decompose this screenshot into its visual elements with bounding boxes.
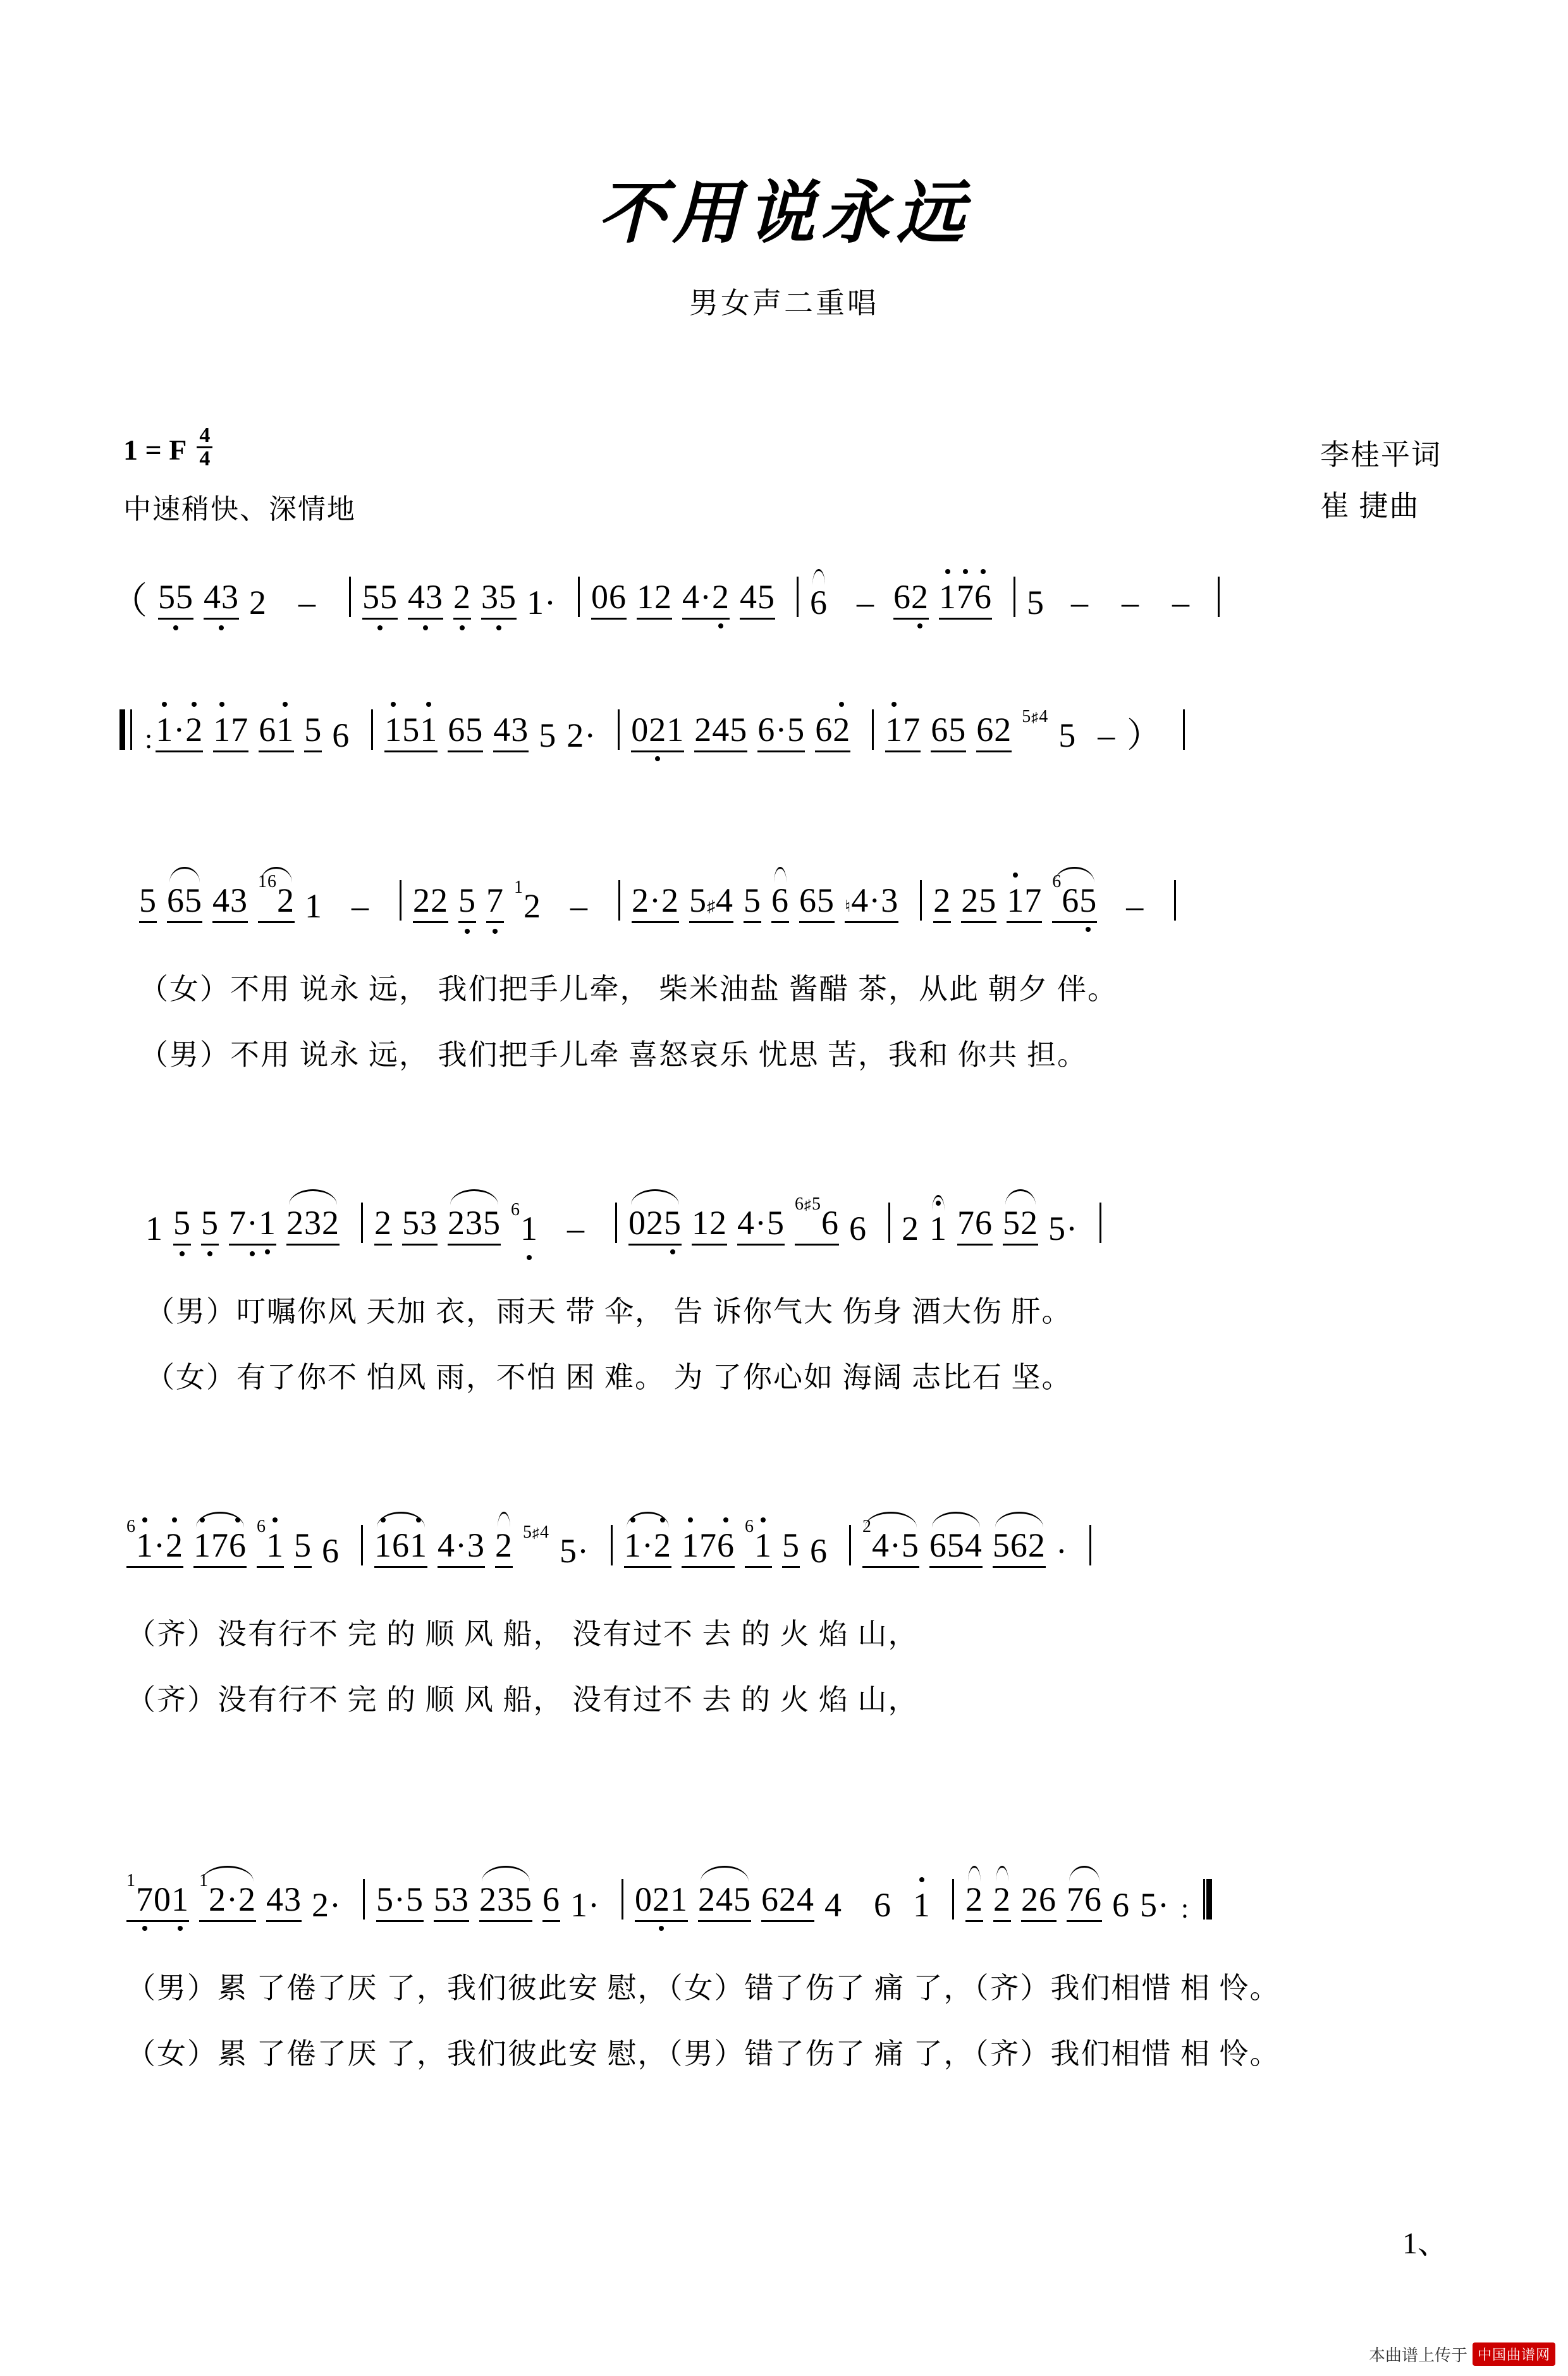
repeat-dots-icon: : (145, 723, 154, 754)
lyricist: 李桂平词 (1320, 439, 1442, 471)
time-signature-numerator: 4 (197, 425, 212, 448)
credits-block (1320, 430, 1442, 532)
system-4-notation: 1 5 5 7·1 232 2 53 235 $^6$1 – 025 12 4·5 $^{6♯5}$6 6 2 1 76 52 5· (145, 1176, 1486, 1246)
system-5-lyric-line-1: （齐）没有行不 完 的 顺 风 船， 没有过不 去 的 火 焰 山， (126, 1618, 919, 1650)
system-1-notation: （ 55 43 2 – 55 43 2 35 1· 06 12 4·2 45 6 – 62 176 5 – – – (111, 550, 1451, 620)
composer: 崔 捷曲 (1320, 489, 1420, 522)
page-title: 不用说永远 (597, 176, 971, 252)
key-signature: 1 = F (123, 434, 187, 466)
system-4-lyric-line-2: （女）有了你不 怕风 雨，不怕 困 难。 为 了你心如 海阔 志比石 坚。 (145, 1361, 1072, 1393)
system-3-lyric-line-1: （女）不用 说永 远， 我们把手儿牵， 柴米油盐 酱醋 茶，从此 朝夕 伴。 (139, 973, 1118, 1005)
key-signature-line (123, 424, 356, 474)
tempo-marking: 中速稍快、深情地 (123, 493, 356, 525)
system-6 (126, 1852, 1467, 2082)
site-credit (1369, 2342, 1555, 2366)
time-signature (197, 425, 212, 470)
page-number: 1、 (1402, 2227, 1448, 2260)
system-6-notation: $^1$701 $^1$2·2 43 2· 5·5 53 235 6 1· 021 245 624 4 6 1 2 2 26 76 6 5· : (126, 1852, 1467, 1922)
system-5-lyric-line-2: （齐）没有行不 完 的 顺 风 船， 没有过不 去 的 火 焰 山， (126, 1683, 919, 1716)
system-5 (126, 1498, 1467, 1728)
sheet-music-page (0, 158, 1568, 2376)
system-3-lyric-line-2: （男）不用 说永 远， 我们把手儿牵 喜怒哀乐 忧思 苦，我和 你共 担。 (139, 1038, 1087, 1071)
system-4-lyric-line-1: （男）叮嘱你风 天加 衣，雨天 带 伞， 告 诉你气大 伤身 酒大伤 肝。 (145, 1295, 1072, 1328)
site-credit-text: 本曲谱上传于 (1368, 2346, 1467, 2365)
system-6-lyric-line-1: （男）累 了倦了厌 了，我们彼此安 慰，（女）错了伤了 痛 了，（齐）我们相惜 相 怜。 (126, 1972, 1280, 2004)
system-6-lyric-line-2: （女）累 了倦了厌 了，我们彼此安 慰，（男）错了伤了 痛 了，（齐）我们相惜 相 怜。 (126, 2037, 1280, 2070)
system-3 (139, 854, 1479, 1083)
system-2 (111, 683, 1451, 752)
system-3-notation: 5 65 43 $^{16}$2 1 – 22 5 7 $^1$2 – 2·2 5♯4 5 6 65 ♮4·3 2 25 17 $^6$65 – (139, 854, 1479, 923)
subtitle: 男女声二重唱 (689, 287, 879, 319)
system-2-notation: : 1·2 17 61 5 6 151 65 43 5 2· 021 245 6·5 62 17 65 62 $^{5♯4}$ 5 – ） (111, 683, 1451, 752)
key-tempo-block (123, 424, 356, 532)
site-credit-badge: 中国曲谱网 (1473, 2342, 1555, 2366)
system-1 (111, 550, 1451, 620)
system-5-notation: $^6$1·2 176 $^6$1 5 6 161 4·3 2 $^{5♯4}$ 5· 1·2 176 $^6$1 5 6 $^2$4·5 654 562 · (126, 1498, 1467, 1568)
repeat-end-dots-icon: : (1180, 1892, 1190, 1924)
time-signature-denominator: 4 (199, 447, 211, 471)
system-4 (145, 1176, 1486, 1405)
